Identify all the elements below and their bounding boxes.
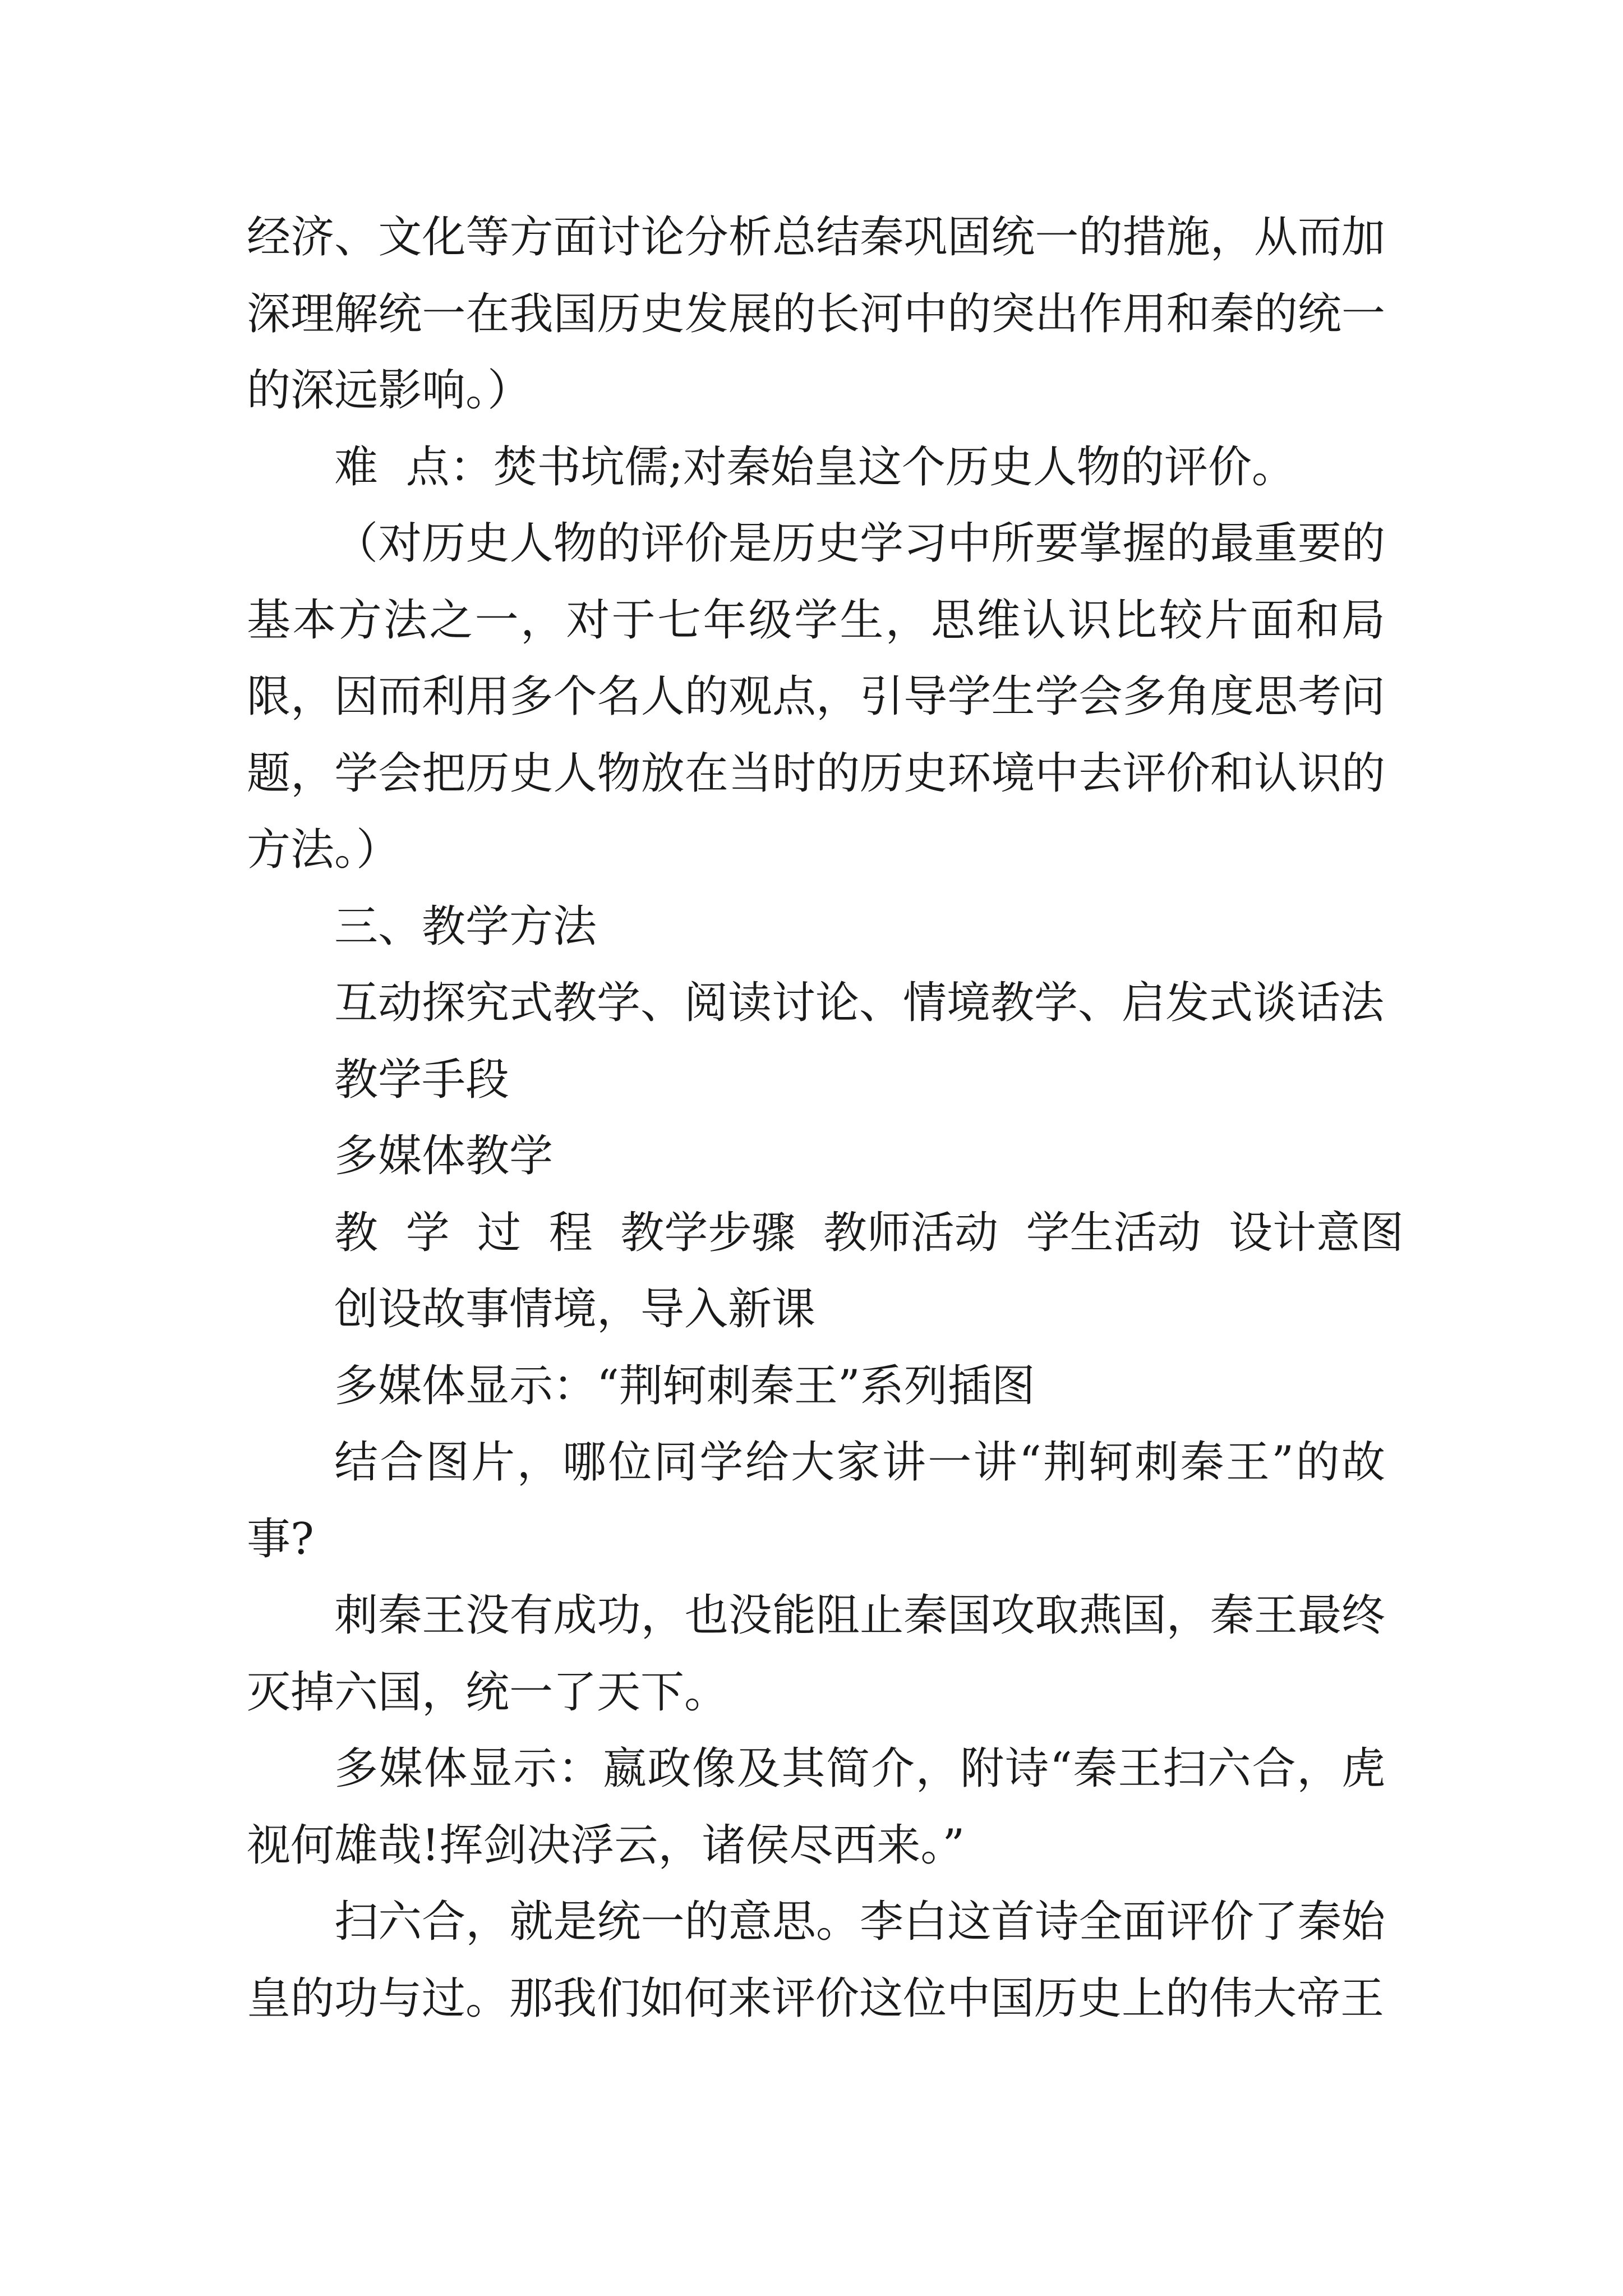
- paragraph-media-yingzheng: 多媒体显示：嬴政像及其简介，附诗“秦王扫六合，虎视何雄哉!挥剑决浮云，诸侯尽西来。”: [247, 1743, 1385, 1871]
- paragraph-process-header: 教 学 过 程 教学步骤 教师活动 学生活动 设计意图: [334, 1207, 1404, 1258]
- paragraph-difficulty-explanation: （对历史人物的评价是历史学习中所要掌握的最重要的基本方法之一，对于七年级学生，思维认识比较片面和局限，因而利用多个名人的观点，引导学生学会多角度思考问题，学会把历史人物放在当时的历史环境中去评价和认识的方法。）: [247, 518, 1385, 875]
- paragraph-question-jingke: 结合图片，哪位同学给大家讲一讲“荆轲刺秦王”的故事?: [247, 1437, 1385, 1565]
- paragraph-teaching-means: 多媒体教学: [334, 1131, 554, 1181]
- paragraph-difficulty: 难 点：焚书坑儒;对秦始皇这个历史人物的评价。: [334, 441, 1295, 493]
- paragraph-media-jingke: 多媒体显示：“荆轲刺秦王”系列插图: [334, 1360, 1035, 1411]
- heading-teaching-methods: 三、教学方法: [334, 901, 597, 952]
- document-body: [247, 199, 1404, 2037]
- paragraph-teaching-methods: 互动探究式教学、阅读讨论、情境教学、启发式谈话法: [334, 978, 1385, 1028]
- heading-teaching-means: 教学手段: [334, 1054, 510, 1105]
- paragraph-intro-step: 创设故事情境，导入新课: [334, 1284, 816, 1335]
- paragraph-measures-continuation: 经济、文化等方面讨论分析总结秦巩固统一的措施，从而加深理解统一在我国历史发展的长河中的突出作用和秦的统一的深远影响。）: [247, 212, 1385, 416]
- paragraph-libai-poem: 扫六合，就是统一的意思。李白这首诗全面评价了秦始皇的功与过。那我们如何来评价这位中国历史上的伟大帝王: [247, 1897, 1385, 2024]
- paragraph-unification: 刺秦王没有成功，也没能阻止秦国攻取燕国，秦王最终灭掉六国，统一了天下。: [247, 1590, 1385, 1718]
